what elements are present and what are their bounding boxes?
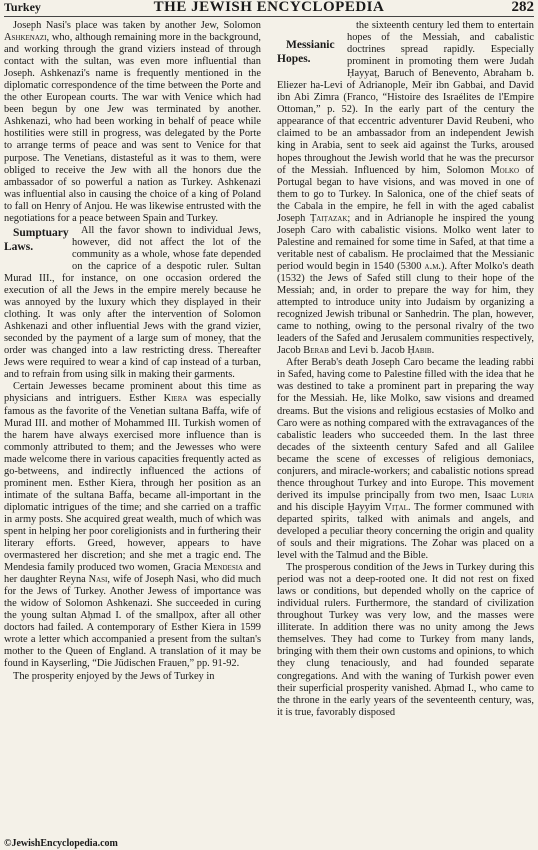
right-paragraph-3: The prosperous condition of the Jews in Turkey during this period was not a deep-rooted one. It did not rest on fixed laws or conditions, but depended wholly on the caprice of individual rulers. Furthermore, the standard of civilization throughout Turkey was very low, and the masses were illiterate. In addition there was no unity among the Jews themselves. They had come to Turkey from many lands, bringing with them their own customs and opinions, to which they clung tenaciously, and had founded separate congregations. And with the waning of Turkish power even their superficial prosperity vanished. Aḥmad I., who came to the throne in the early years of the seventeenth century, was, it is true, favorably disposed [277, 562, 534, 718]
header-encyclopedia-title: THE JEWISH ENCYCLOPEDIA [153, 0, 385, 15]
right-paragraph-2: After Berab's death Joseph Caro became the leading rabbi in Safed, having come to Palestine filled with the idea that he was destined to take a prominent part in preparing the way for the Messiah. He, like Molko, saw visions and dreamed dreams. But the visions and religious ecstasies of Molko and Caro were as nothing compared with the extravagances of the cabalistic leaders who succeeded them. In the last three decades of the sixteenth century Safed and all Galilee became the scene of excesses of religious demoniacs, conjurers, and miracle-workers; and cabalistic notions spread thence throughout Turkey and into Europe. This movement derived its impulse principally from two men, Isaac Luria and his disciple Ḥayyim Viṭal. The former communed with departed spirits, talked with animals and angels, and developed a peculiar theory concerning the origin and quality of souls and their migrations. The Zohar was placed on a level with the Talmud and the Bible. [277, 357, 534, 562]
person-name: Ḥabib [407, 345, 432, 357]
header-page-number: 282 [511, 0, 534, 15]
right-paragraph-1: Messianic Hopes. the sixteenth century led them to entertain hopes of the Messiah, and cabalistic doctrines spread rapidly. Especially prominent in promoting them were Judah Ḥayyaṭ, Baruch of Benevento, Abraham b. Eliezer ha-Levi of Adrianople, Meïr ibn Gabbai, and David ibn Abi Zimra (Franco, “Histoire des Israélites de l'Empire Ottoman,” p. 52). In the early part of the century the appearance of that eccentric adventurer David Reubeni, who claimed to be an ambassador from an independent Jewish king in Arabia, sent to seek aid against the Turks, aroused hopes throughout the Jewish world that he was the precursor of the Messiah. Influenced by him, Solomon Molko of Portugal began to have visions, and was moved in one of them to go to Turkey. In Salonica, one of the chief seats of the Cabala in the empire, he fell in with the aged cabalist Joseph Ṭaiṭazak; and in Adrianople he inspired the young Joseph Caro with cabalistic visions. Molko went later to Palestine and remained for some time in Safed, at that time a veritable nest of cabalism. He proclaimed that the Messianic period would begin in 1540 (5300 a.m.). After Molko's death (1532) the Jews of Safed still clung to their hope of the Messiah; and, in order to prepare the way for him, they attempted to introduce unity into Judaism by organizing a recognized Jewish tribunal or Sanhedrin. The plan, however, came to nothing, owing to the personal rivalry of the two leaders of the Safed and Jerusalem communities respectively, Jacob Berab and Levi b. Jacob Ḥabib. [277, 20, 534, 357]
left-paragraph-2: Sumptuary Laws. All the favor shown to individual Jews, however, did not affect the lot of the community as a whole, whose fate depended on the caprice of a despotic ruler. Sultan Murad III., for instance, on one occasion ordered the execution of all the Jews in the empire merely because he was annoyed by the luxury which they displayed in their clothing. It was only after the intervention of Solomon Ashkenazi and other influential Jews with the grand vizier, seconded by the payment of a large sum of money, that the order was changed into a law restricting dress. Thereafter Jews were required to wear a kind of cap instead of a turban, and to refrain from using silk in making their garments. [4, 224, 261, 381]
left-paragraph-1: Joseph Nasi's place was taken by another Jew, Solomon Ashkenazi, who, although remaining more in the background, and working through the grand viziers instead of through contact with the sultan, was even more influential than Joseph. Ashkenazi's name is frequently mentioned in the diplomatic correspondence of the time between the Porte and the other European courts. The war with Venice which had been begun by one Jew was terminated by another. Ashkenazi, who had been working in behalf of peace while hostilities were still in progress, was delegated by the Porte to arrange terms of peace and was sent to Venice for that purpose. The Venetians, distasteful as it was to them, were obliged to receive the Jew with all the honors due the ambassador of so powerful a nation as Turkey. Ashkenazi was influential also in causing the choice of a king of Poland to fall on Henry of Anjou. He was likewise entrusted with the negotiations for a peace between Spain and Turkey. [4, 20, 261, 224]
left-column [4, 20, 261, 683]
person-name: Mendesia [203, 562, 244, 574]
sidehead-sumptuary-laws: Sumptuary Laws. [4, 226, 69, 253]
person-name: Molko [490, 164, 520, 176]
person-name: Kiera [163, 393, 188, 405]
person-name: Ashkenazi [4, 32, 47, 44]
footer-credit: ©JewishEncyclopedia.com [4, 838, 118, 849]
person-name: Nasi [88, 574, 108, 586]
person-name: Berab [303, 345, 329, 357]
page-header [4, 0, 534, 17]
person-name: a.m. [424, 260, 442, 272]
sidehead-messianic-hopes: Messianic Hopes. [277, 39, 335, 65]
person-name: Viṭal [384, 501, 408, 513]
left-paragraph-4: The prosperity enjoyed by the Jews of Turkey in [13, 670, 215, 682]
person-name: Luria [510, 489, 534, 501]
header-section-title: Turkey [4, 0, 41, 14]
person-name: Ṭaiṭazak [309, 212, 348, 224]
right-column [277, 20, 534, 719]
left-paragraph-3: Certain Jewesses became prominent about this time as physicians and intriguers. Esther Kiera was especially famous as the favorite of the Venetian sultana Baffa, wife of Murad III. and mother of Mohammed III. Turkish women of the harem have always exercised more influence than is commonly attributed to them; and the Jewesses who were made welcome there in various capacities frequently acted as go-betweens, and indirectly influenced the actions of prominent men. Esther Kiera, through her position as an intimate of the sultana Baffa, became all-important in the diplomatic intrigues of the time; and she carried on a traffic in army posts. She acquired great wealth, much of which was spent in helping her poor coreligionists and in furthering their literary efforts. Greed, however, appears to have overmastered her discretion; and she met a tragic end. The Mendesia family produced two women, Gracia Mendesia and her daughter Reyna Nasi, wife of Joseph Nasi, who did much for the Jews of Turkey. Another Jewess of importance was the widow of Solomon Ashkenazi. She succeeded in curing the young sultan Aḥmad I. of the smallpox, after all other doctors had failed. A contemporary of Esther Kiera in 1599 wrote a letter which accompanied a present from the sultan's mother to the Queen of England. A translation of it may be found in Kayserling, “Die Jüdischen Frauen,” pp. 91-92. [4, 381, 261, 670]
